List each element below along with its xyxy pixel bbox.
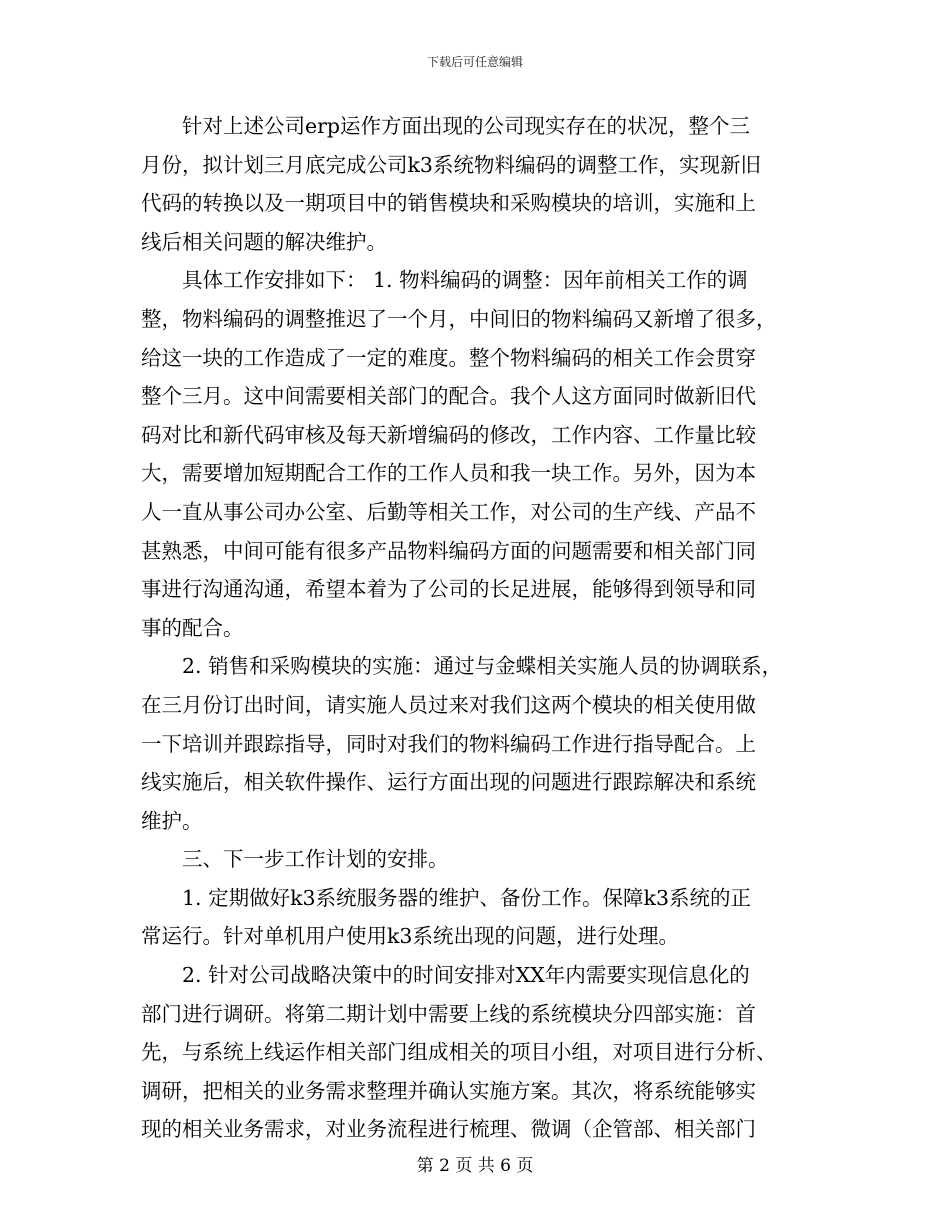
text-line: 月份，拟计划三月底完成公司k3系统物料编码的调整工作，实现新旧 (141, 152, 761, 177)
text-line: 2. 销售和采购模块的实施：通过与金蝶相关实施人员的协调联系， (182, 654, 783, 679)
text-line: 代码的转换以及一期项目中的销售模块和采购模块的培训，实施和上 (141, 191, 756, 216)
text-line: 线后相关问题的解决维护。 (141, 229, 387, 254)
text-line: 1. 定期做好k3系统服务器的维护、备份工作。保障k3系统的正 (182, 885, 752, 910)
text-line: 码对比和新代码审核及每天新增编码的修改，工作内容、工作量比较 (141, 422, 756, 447)
text-line: 调研，把相关的业务需求整理并确认实施方案。其次，将系统能够实 (141, 1078, 756, 1103)
text-line: 常运行。针对单机用户使用k3系统出现的问题，进行处理。 (141, 924, 679, 949)
text-line: 现的相关业务需求，对业务流程进行梳理、微调（企管部、相关部门 (141, 1117, 756, 1142)
text-line: 大，需要增加短期配合工作的工作人员和我一块工作。另外，因为本 (141, 461, 756, 486)
section-heading: 三、下一步工作计划的安排。 (182, 847, 449, 872)
text-line: 具体工作安排如下： 1. 物料编码的调整：因年前相关工作的调 (182, 268, 748, 293)
text-line: 给这一块的工作造成了一定的难度。整个物料编码的相关工作会贯穿 (141, 345, 756, 370)
text-line: 维护。 (141, 808, 203, 833)
text-line: 先，与系统上线运作相关部门组成相关的项目小组，对项目进行分析、 (141, 1040, 777, 1065)
text-line: 在三月份订出时间，请实施人员过来对我们这两个模块的相关使用做 (141, 692, 756, 717)
text-line: 部门进行调研。将第二期计划中需要上线的系统模块分四部实施：首 (141, 1001, 756, 1026)
page-header: 下载后可任意编辑 (426, 55, 523, 69)
text-line: 线实施后，相关软件操作、运行方面出现的问题进行跟踪解决和系统 (141, 770, 756, 795)
text-line: 整，物料编码的调整推迟了一个月，中间旧的物料编码又新增了很多， (141, 306, 777, 331)
text-line: 人一直从事公司办公室、后勤等相关工作，对公司的生产线、产品不 (141, 499, 756, 524)
text-line: 针对上述公司erp运作方面出现的公司现实存在的状况，整个三 (182, 114, 751, 138)
document-body (141, 107, 811, 1149)
text-line: 甚熟悉，中间可能有很多产品物料编码方面的问题需要和相关部门同 (141, 538, 756, 563)
text-line: 事进行沟通沟通，希望本着为了公司的长足进展，能够得到领导和同 (141, 577, 756, 602)
page-number-footer: 第 2 页 共 6 页 (416, 1156, 534, 1176)
text-line: 事的配合。 (141, 615, 244, 640)
text-line: 整个三月。这中间需要相关部门的配合。我个人这方面同时做新旧代 (141, 384, 756, 409)
text-line: 一下培训并跟踪指导，同时对我们的物料编码工作进行指导配合。上 (141, 731, 756, 756)
text-line: 2. 针对公司战略决策中的时间安排对XX年内需要实现信息化的 (182, 963, 750, 988)
